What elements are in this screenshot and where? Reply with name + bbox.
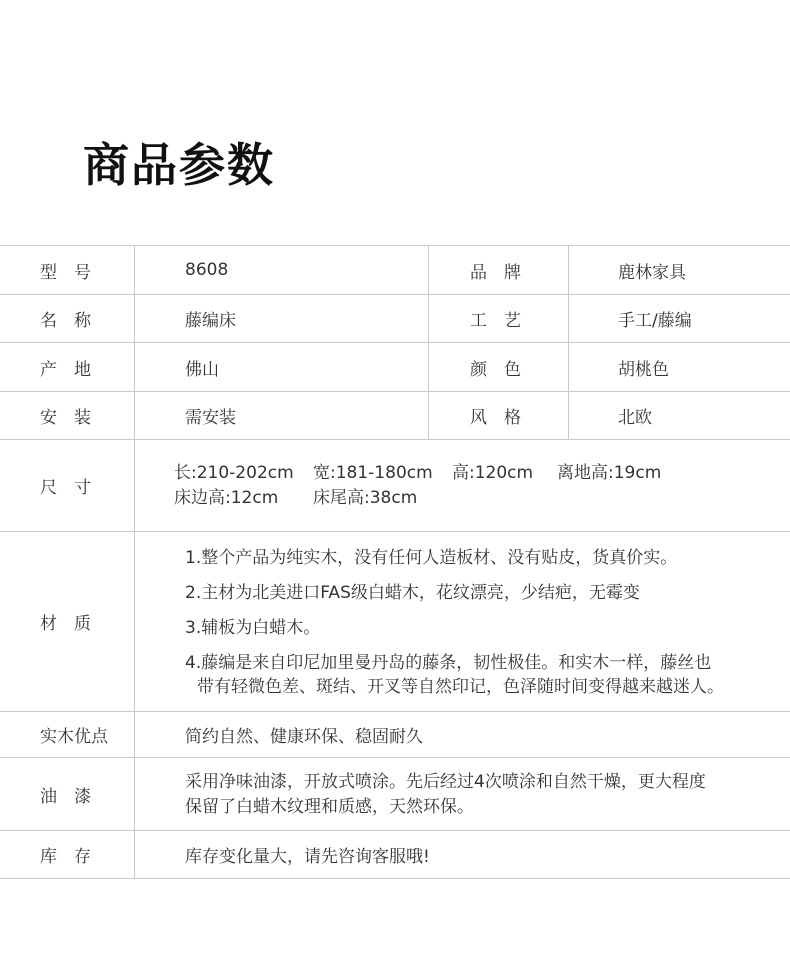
- row-value: 需安装: [185, 408, 236, 428]
- paint-line: 保留了白蜡木纹理和质感，天然环保。: [185, 797, 474, 817]
- row-value-2: 鹿林家具: [618, 262, 686, 283]
- paint-label: 油 漆: [40, 786, 91, 807]
- size-height: 高:120cm: [452, 463, 534, 483]
- size-clearance: 离地高:19cm: [557, 463, 662, 483]
- material-item: 4.藤编是来自印尼加里曼丹岛的藤条，韧性极佳。和实木一样，藤丝也: [185, 653, 712, 673]
- material-item: 1.整个产品为纯实木，没有任何人造板材、没有贴皮，货真价实。: [185, 548, 678, 568]
- row-value-2: 胡桃色: [618, 359, 669, 380]
- table-row: [0, 343, 790, 392]
- size-label: 尺 寸: [40, 478, 91, 498]
- paint-values: [185, 770, 770, 820]
- advantage-label: 实木优点: [40, 727, 108, 747]
- row-label-2: 品 牌: [470, 262, 521, 283]
- spec-table: [0, 245, 790, 879]
- table-row: [0, 246, 790, 295]
- row-label-2: 颜 色: [470, 359, 521, 380]
- row-value: 8608: [185, 260, 229, 280]
- advantage-value: 简约自然、健康环保、稳固耐久: [185, 727, 423, 747]
- stock-value: 库存变化量大，请先咨询客服哦!: [185, 847, 430, 867]
- size-side-height: 床边高:12cm: [174, 488, 279, 508]
- row-label-2: 工 艺: [470, 311, 521, 331]
- material-label: 材 质: [40, 614, 91, 634]
- page-title: 商品参数: [83, 138, 275, 192]
- row-label: 安 装: [40, 408, 91, 428]
- row-value: 佛山: [185, 359, 219, 380]
- row-label: 产 地: [40, 359, 91, 380]
- row-label-2: 风 格: [470, 408, 521, 428]
- table-row-paint: [0, 758, 790, 831]
- row-value: 藤编床: [185, 311, 236, 331]
- table-row: [0, 295, 790, 343]
- size-foot-height: 床尾高:38cm: [313, 488, 418, 508]
- row-value-2: 北欧: [618, 408, 652, 428]
- table-row: [0, 392, 790, 440]
- stock-label: 库 存: [40, 847, 91, 867]
- paint-line: 采用净味油漆，开放式喷涂。先后经过4次喷涂和自然干燥，更大程度: [185, 772, 706, 792]
- table-row-size: [0, 440, 790, 532]
- size-length: 长:210-202cm: [174, 463, 294, 483]
- row-value-2: 手工/藤编: [618, 311, 692, 331]
- table-row-material: [0, 532, 790, 712]
- material-item: 3.辅板为白蜡木。: [185, 618, 321, 638]
- table-row-advantage: [0, 712, 790, 758]
- size-values: [174, 461, 760, 511]
- row-label: 型 号: [40, 262, 91, 283]
- row-label: 名 称: [40, 311, 91, 331]
- table-row-stock: [0, 831, 790, 879]
- material-values: [185, 546, 770, 699]
- material-item: 带有轻微色差、斑结、开叉等自然印记，色泽随时间变得越来越迷人。: [197, 677, 724, 697]
- size-width: 宽:181-180cm: [313, 463, 433, 483]
- material-item: 2.主材为北美进口FAS级白蜡木，花纹漂亮，少结疤，无霉变: [185, 583, 640, 603]
